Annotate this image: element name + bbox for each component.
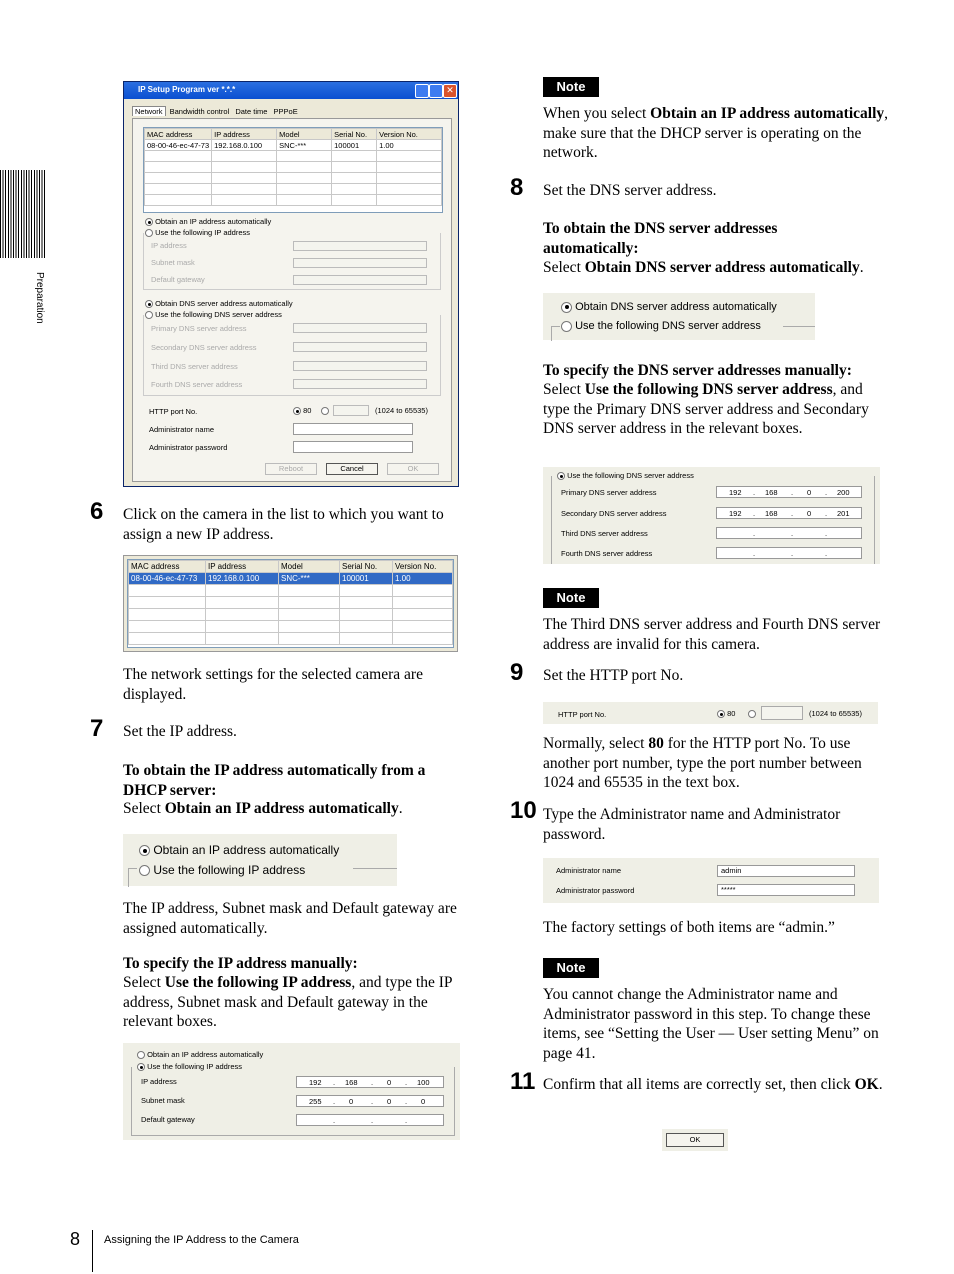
dns-auto-radio[interactable] — [145, 300, 153, 308]
http-port-label: HTTP port No. — [149, 407, 198, 416]
camera-list[interactable] — [143, 127, 443, 213]
tab-network[interactable]: Network — [132, 106, 166, 116]
note-badge-2: Note — [543, 588, 599, 608]
manual-mask-field[interactable]: 255 . 0 . 0 . 0 — [296, 1095, 444, 1107]
admin-name-label-panel: Administrator name — [556, 866, 622, 875]
ip-radio-panel: Obtain an IP address automatically Use the following IP address — [123, 834, 397, 886]
default-gateway-field[interactable] — [293, 275, 427, 285]
http-admin-group: HTTP port No. 80 (1024 to 65535) Administrator name Administrator password — [149, 406, 428, 452]
admin-password-label: Administrator password — [149, 443, 228, 452]
http-custom-radio[interactable] — [321, 407, 329, 415]
ip-manual-instruction: Select Use the following IP address, and type the IP address, Subnet mask and Default gateway in the relevant boxes. — [123, 974, 452, 1030]
cancel-button[interactable]: Cancel — [326, 463, 378, 475]
step-8-number: 8 — [510, 174, 524, 201]
sidebar-label: Preparation — [34, 272, 45, 324]
col-mac[interactable]: MAC address — [145, 129, 212, 140]
dns-auto-radio-large[interactable] — [561, 302, 572, 313]
secondary-dns-field[interactable] — [293, 342, 427, 352]
ip-auto-radio-small[interactable] — [137, 1051, 145, 1059]
note-2-text: The Third DNS server address and Fourth DNS server address are invalid for this camera. — [543, 616, 881, 653]
col-ip[interactable]: IP address — [212, 129, 277, 140]
ip-auto-heading: To obtain the IP address automatically from a DHCP server: — [123, 762, 426, 799]
admin-name-field-panel[interactable]: admin — [717, 865, 855, 877]
primary-dns-field[interactable] — [293, 323, 427, 333]
http-range-panel: (1024 to 65535) — [809, 709, 862, 718]
dns-group: Obtain DNS server address automatically Use the following DNS server address Primary DNS server address Secondary DNS server address Third DNS server address Fourth DNS server address — [143, 299, 441, 395]
subnet-mask-field[interactable] — [293, 258, 427, 268]
dialog-titlebar — [124, 82, 458, 99]
tab-panel — [132, 118, 452, 482]
step-9-number: 9 — [510, 659, 524, 686]
tab-date-time[interactable]: Date time — [235, 107, 268, 116]
list-col-mac[interactable]: MAC address — [129, 561, 206, 573]
admin-password-field-panel[interactable]: ***** — [717, 884, 855, 896]
http-port-label-panel: HTTP port No. — [558, 710, 607, 719]
subnet-mask-label: Subnet mask — [151, 258, 195, 267]
dns-auto-instruction: Select Obtain DNS server address automatically. — [543, 259, 864, 276]
ip-manual-panel: Obtain an IP address automatically Use the following IP address IP address 192 . 168 . 0 . 100 Subnet mask 255 . 0 . 0 . 0 Default gateway . . . — [123, 1043, 460, 1140]
dns-manual-instruction: Select Use the following DNS server address, and type the Primary DNS server address and Secondary DNS server address in the relevant boxes. — [543, 381, 869, 437]
fourth-dns-field[interactable] — [293, 379, 427, 389]
ip-manual-radio-large[interactable] — [139, 865, 150, 876]
factory-settings-text: The factory settings of both items are “admin.” — [543, 919, 835, 936]
list-col-serial[interactable]: Serial No. — [340, 561, 393, 573]
dns-primary-field[interactable]: 192 . 168 . 0 . 200 — [716, 486, 862, 498]
network-displayed-text: The network settings for the selected camera are displayed. — [123, 666, 423, 703]
ip-auto-radio-large[interactable] — [139, 845, 150, 856]
manual-ip-label: IP address — [141, 1077, 177, 1086]
ip-auto-instruction: Select Obtain an IP address automatically. — [123, 800, 403, 817]
http-description: Normally, select 80 for the HTTP port No. To use another port number, type the port number between 1024 and 65535 in the text box. — [543, 735, 862, 791]
ip-assigned-text: The IP address, Subnet mask and Default gateway are assigned automatically. — [123, 900, 457, 937]
http-80-radio-panel[interactable] — [717, 710, 725, 718]
maximize-icon[interactable] — [429, 84, 443, 98]
ip-address-label: IP address — [151, 241, 187, 250]
list-col-ip[interactable]: IP address — [206, 561, 279, 573]
dialog-tabs — [132, 106, 300, 118]
dialog-title: IP Setup Program ver *.*.* — [138, 85, 236, 94]
step-10-number: 10 — [510, 797, 537, 824]
dns-manual-radio-large[interactable] — [561, 321, 572, 332]
dns-radio-panel: Obtain DNS server address automatically Use the following DNS server address — [543, 293, 815, 340]
col-serial[interactable]: Serial No. — [332, 129, 377, 140]
step-9-text: Set the HTTP port No. — [543, 667, 684, 684]
step-11-number: 11 — [510, 1068, 536, 1095]
minimize-icon[interactable] — [415, 84, 429, 98]
ip-setup-dialog — [123, 81, 459, 487]
admin-password-field[interactable] — [293, 441, 413, 453]
http-port-panel: HTTP port No. 80 (1024 to 65535) — [543, 702, 878, 724]
step-7-text: Set the IP address. — [123, 723, 237, 740]
tab-bandwidth-control[interactable]: Bandwidth control — [169, 107, 230, 116]
third-dns-field[interactable] — [293, 361, 427, 371]
dns-third-label: Third DNS server address — [561, 529, 648, 538]
step-8-text: Set the DNS server address. — [543, 182, 717, 199]
dns-secondary-label: Secondary DNS server address — [561, 509, 667, 518]
table-row[interactable]: 08-00-46-ec-47-73 192.168.0.100 SNC-*** 100001 1.00 — [145, 140, 442, 151]
dns-third-field[interactable]: . . . — [716, 527, 862, 539]
ip-address-field[interactable] — [293, 241, 427, 251]
manual-mask-label: Subnet mask — [141, 1096, 185, 1105]
tab-pppoe[interactable]: PPPoE — [273, 107, 298, 116]
ok-button-dialog[interactable]: OK — [387, 463, 439, 475]
note-1-text: When you select Obtain an IP address automatically, make sure that the DHCP server is operating on the network. — [543, 105, 889, 161]
footer-title: Assigning the IP Address to the Camera — [104, 1234, 299, 1246]
admin-name-field[interactable] — [293, 423, 413, 435]
camera-list-screenshot — [123, 555, 458, 652]
third-dns-label: Third DNS server address — [151, 362, 238, 371]
admin-name-label: Administrator name — [149, 425, 215, 434]
admin-panel — [543, 858, 879, 903]
step-10-text: Type the Administrator name and Administrator password. — [543, 806, 841, 843]
ok-button[interactable]: OK — [666, 1133, 724, 1147]
list-col-version[interactable]: Version No. — [393, 561, 453, 573]
step-6-number: 6 — [90, 498, 104, 525]
dns-manual-panel: Use the following DNS server address Primary DNS server address 192 . 168 . 0 . 200 Secondary DNS server address 192 . 168 . 0 . 201 Third DNS server address . . . Fourth DNS server address . . . — [543, 467, 880, 564]
step-7-number: 7 — [90, 715, 104, 742]
admin-password-label-panel: Administrator password — [556, 886, 635, 895]
reboot-button[interactable]: Reboot — [265, 463, 317, 475]
note-badge-1: Note — [543, 77, 599, 97]
note-badge-3: Note — [543, 958, 599, 978]
ip-auto-radio[interactable] — [145, 218, 153, 226]
secondary-dns-label: Secondary DNS server address — [151, 343, 257, 352]
list-col-model[interactable]: Model — [279, 561, 340, 573]
dns-primary-label: Primary DNS server address — [561, 488, 657, 497]
col-model[interactable]: Model — [277, 129, 332, 140]
step-6-text: Click on the camera in the list to which you want to assign a new IP address. — [123, 506, 444, 543]
port-range-hint: (1024 to 65535) — [375, 406, 428, 415]
table-row-selected[interactable]: 08-00-46-ec-47-73 192.168.0.100 SNC-*** 100001 1.00 — [129, 573, 453, 585]
ok-button-panel — [662, 1129, 728, 1151]
dns-fourth-field[interactable]: . . . — [716, 547, 862, 559]
sidebar-thumb-index — [0, 170, 46, 258]
ip-group: Obtain an IP address automatically Use the following IP address IP address Subnet mask Default gateway — [143, 217, 441, 289]
dns-auto-heading: To obtain the DNS server addresses automatically: — [543, 220, 778, 257]
col-version[interactable]: Version No. — [377, 129, 442, 140]
dns-secondary-field[interactable]: 192 . 168 . 0 . 201 — [716, 507, 862, 519]
primary-dns-label: Primary DNS server address — [151, 324, 247, 333]
note-3-text: You cannot change the Administrator name and Administrator password in this step. To change these items, see “Setting the User — User setting Menu” on page 41. — [543, 986, 879, 1062]
manual-gateway-label: Default gateway — [141, 1115, 195, 1124]
page-number: 8 — [70, 1229, 81, 1249]
dns-manual-heading: To specify the DNS server addresses manually: — [543, 362, 852, 379]
step-11-text: Confirm that all items are correctly set, then click OK. — [543, 1076, 883, 1093]
footer-divider — [92, 1230, 93, 1272]
http-80-radio[interactable] — [293, 407, 301, 415]
manual-ip-field[interactable]: 192 . 168 . 0 . 100 — [296, 1076, 444, 1088]
close-icon[interactable]: ✕ — [443, 84, 457, 98]
ip-manual-heading: To specify the IP address manually: — [123, 955, 358, 972]
http-custom-radio-panel[interactable] — [748, 710, 756, 718]
manual-gateway-field[interactable]: . . . — [296, 1114, 444, 1126]
http-port-field-panel[interactable] — [761, 706, 803, 720]
fourth-dns-label: Fourth DNS server address — [151, 380, 243, 389]
dns-fourth-label: Fourth DNS server address — [561, 549, 653, 558]
default-gateway-label: Default gateway — [151, 275, 205, 284]
http-port-field[interactable] — [333, 405, 369, 416]
